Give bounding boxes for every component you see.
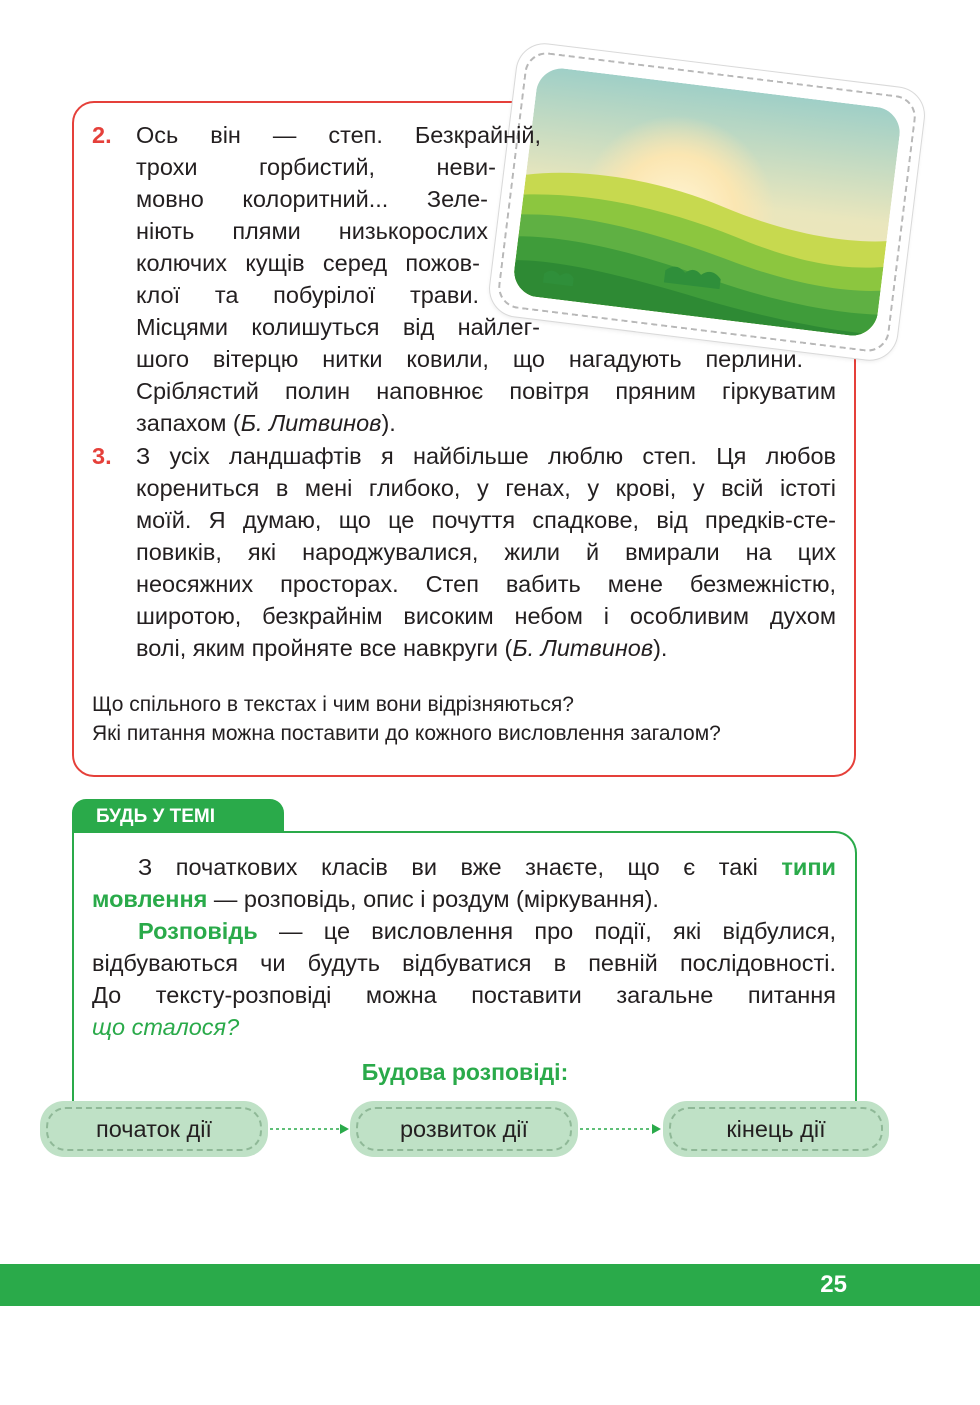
term-highlight: типи [781,854,836,880]
text-line: корениться в мені глибоко, у генах, у крові, у всій істоті [136,475,836,501]
question-1: Що спільного в текстах і чим вони відрізняються? [92,693,574,716]
step-label: розвиток дії [356,1107,572,1151]
text-line: неосяжних просторах. Степ вабить мене безмежністю, [136,571,836,597]
text-line [92,915,836,947]
general-question: що сталося? [92,1014,240,1040]
theme-paragraph-2 [92,915,836,1043]
arrow-right-icon [580,1122,662,1136]
text-line: мовно колоритний... Зеле- [136,186,488,212]
text-fragment: — розповідь, опис і роздум (міркування). [207,886,659,912]
exercise-number: 3. [92,443,112,469]
structure-title: Будова розповіді: [361,1059,569,1085]
text-line [92,883,836,915]
exercise-text [136,440,836,664]
step-pill-end [663,1101,889,1157]
text-fragment: З початкових класів ви вже знаєте, що є такі [138,854,758,880]
theme-paragraph-1 [92,851,836,915]
text-line-last [136,407,836,439]
step-label: початок дії [46,1107,262,1151]
text-line: Сріблястий полин наповнює повітря пряним гіркуватим [136,378,836,404]
text-line: До тексту-розповіді можна поставити загальне питання [92,982,836,1008]
text-fragment: запахом ( [136,410,241,436]
text-line: Місцями колишуться від найлег- [136,314,540,340]
text-line-last [136,632,836,664]
step-pill-start [40,1101,268,1157]
text-line: ніють плями низькорослих [136,218,488,244]
text-fragment: ). [381,410,396,436]
text-line: шого вітерцю нитки ковили, що нагадують перлини. [136,346,803,372]
page-footer [0,1264,980,1306]
page-number: 25 [820,1271,847,1298]
source-author: Б. Литвинов [240,410,382,436]
exercise-number: 2. [92,122,112,148]
text-line: З усіх ландшафтів я найбільше люблю степ. Ця любов [136,443,836,469]
theme-tab: БУДЬ У ТЕМІ [72,799,284,833]
text-fragment: волі, яким пройняте все навкруги ( [136,635,513,661]
text-line: повиків, які народжувалися, жили й вмирали на цих [136,539,836,565]
text-line: моїй. Я думаю, що це почуття спадкове, від предків-сте- [136,507,836,533]
question-2: Які питання можна поставити до кожного висловлення загалом? [92,722,721,745]
text-line: широтою, безкрайнім високим небом і особливим духом [136,603,836,629]
source-author: Б. Литвинов [512,635,654,661]
term-highlight: Розповідь [138,918,258,944]
arrow-right-icon [270,1122,350,1136]
text-fragment: ). [653,635,668,661]
term-highlight: мовлення [92,886,208,912]
step-label: кінець дії [669,1107,883,1151]
step-pill-development [350,1101,578,1157]
text-line: колючих кущів серед пожов- [136,250,480,276]
text-line: трохи горбистий, неви- [136,154,496,180]
exercise-text [136,119,836,439]
text-fragment: — це висловлення про події, які відбулися, [257,918,836,944]
text-line [92,851,836,883]
text-line: клої та побурілої трави. [136,282,479,308]
text-line: відбуваються чи будуть відбуватися в певній послідовності. [92,950,836,976]
text-line: Ось він — степ. Безкрайній, [136,122,541,148]
